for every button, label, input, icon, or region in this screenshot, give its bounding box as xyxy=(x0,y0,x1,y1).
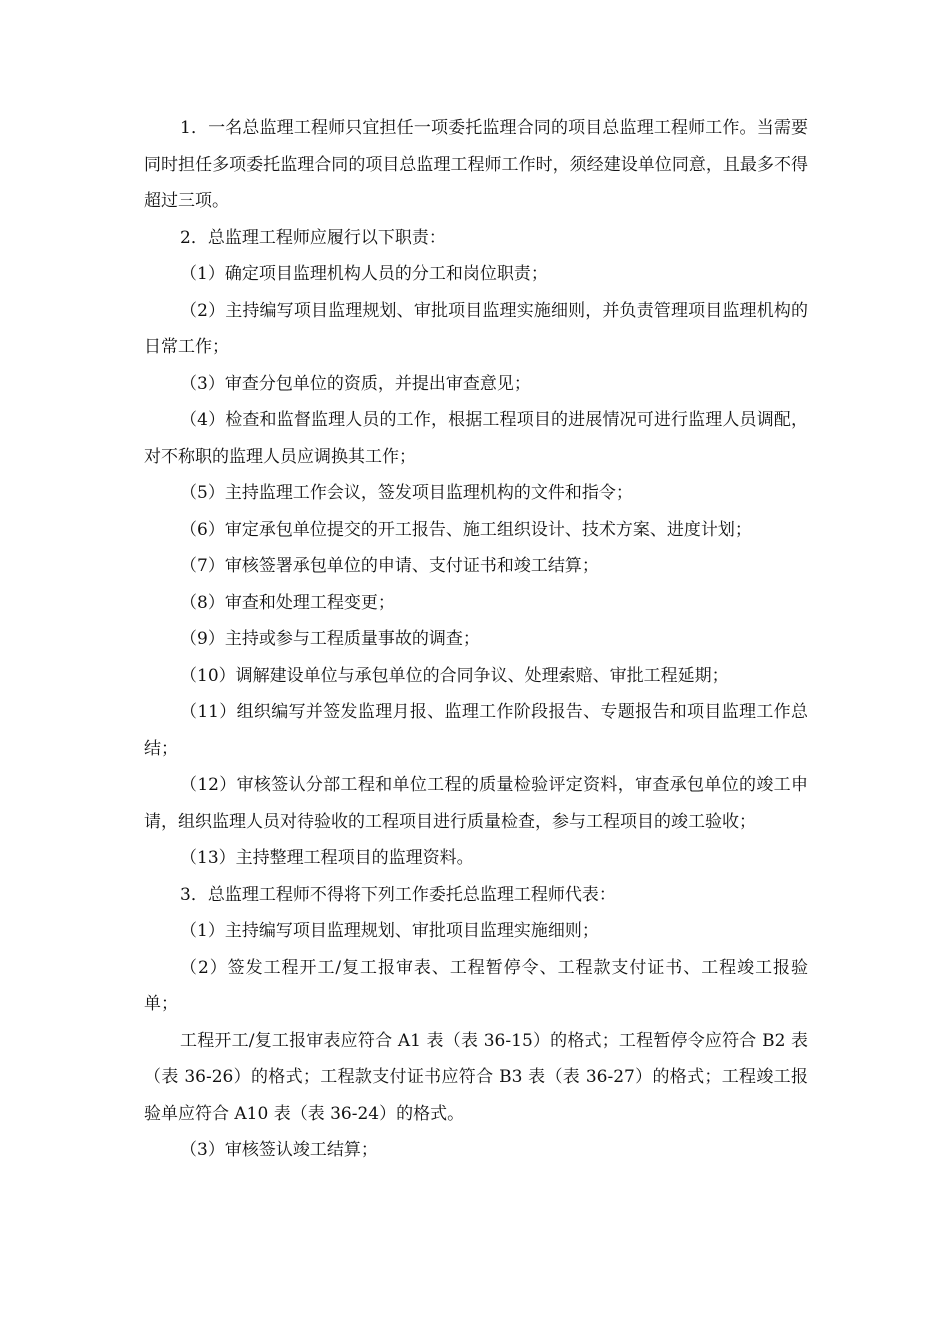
document-body xyxy=(144,110,808,1169)
format-note: 工程开工/复工报审表应符合 A1 表（表 36-15）的格式；工程暂停令应符合 B2 表（表 36-26）的格式；工程款支付证书应符合 B3 表（表 36-27）的格式；工程竣工报验单应符合 A10 表（表 36-24）的格式。 xyxy=(144,1030,808,1124)
restricted-item-2: （2）签发工程开工/复工报审表、工程暂停令、工程款支付证书、工程竣工报验单； xyxy=(144,957,808,1014)
duty-item-7: （7）审核签署承包单位的申请、支付证书和竣工结算； xyxy=(180,556,599,576)
duty-item-2: （2）主持编写项目监理规划、审批项目监理实施细则，并负责管理项目监理机构的日常工作； xyxy=(144,300,808,357)
duty-item-9: （9）主持或参与工程质量事故的调查； xyxy=(180,629,480,649)
duty-item-11: （11）组织编写并签发监理月报、监理工作阶段报告、专题报告和项目监理工作总结； xyxy=(144,702,808,759)
paragraph-2: 2．总监理工程师应履行以下职责： xyxy=(180,227,446,248)
restricted-item-3: （3）审核签认竣工结算； xyxy=(180,1140,378,1160)
duty-item-1: （1）确定项目监理机构人员的分工和岗位职责； xyxy=(180,264,548,284)
duty-item-8: （8）审查和处理工程变更； xyxy=(180,592,395,613)
duty-item-3: （3）审查分包单位的资质，并提出审查意见； xyxy=(180,373,531,394)
duty-item-5: （5）主持监理工作会议，签发项目监理机构的文件和指令； xyxy=(180,483,633,503)
duty-item-13: （13）主持整理工程项目的监理资料。 xyxy=(180,848,474,868)
duty-item-10: （10）调解建设单位与承包单位的合同争议、处理索赔、审批工程延期； xyxy=(180,665,729,686)
duty-item-12: （12）审核签认分部工程和单位工程的质量检验评定资料，审查承包单位的竣工申请，组织监理人员对待验收的工程项目进行质量检查，参与工程项目的竣工验收； xyxy=(144,775,808,832)
restricted-item-1: （1）主持编写项目监理规划、审批项目监理实施细则； xyxy=(180,921,599,941)
paragraph-1: 1．一名总监理工程师只宜担任一项委托监理合同的项目总监理工程师工作。当需要同时担任多项委托监理合同的项目总监理工程师工作时，须经建设单位同意，且最多不得超过三项。 xyxy=(144,118,808,211)
paragraph-3: 3．总监理工程师不得将下列工作委托总监理工程师代表： xyxy=(180,884,616,905)
duty-item-6: （6）审定承包单位提交的开工报告、施工组织设计、技术方案、进度计划； xyxy=(180,519,752,540)
duty-item-4: （4）检查和监督监理人员的工作，根据工程项目的进展情况可进行监理人员调配，对不称职的监理人员应调换其工作； xyxy=(144,410,808,467)
